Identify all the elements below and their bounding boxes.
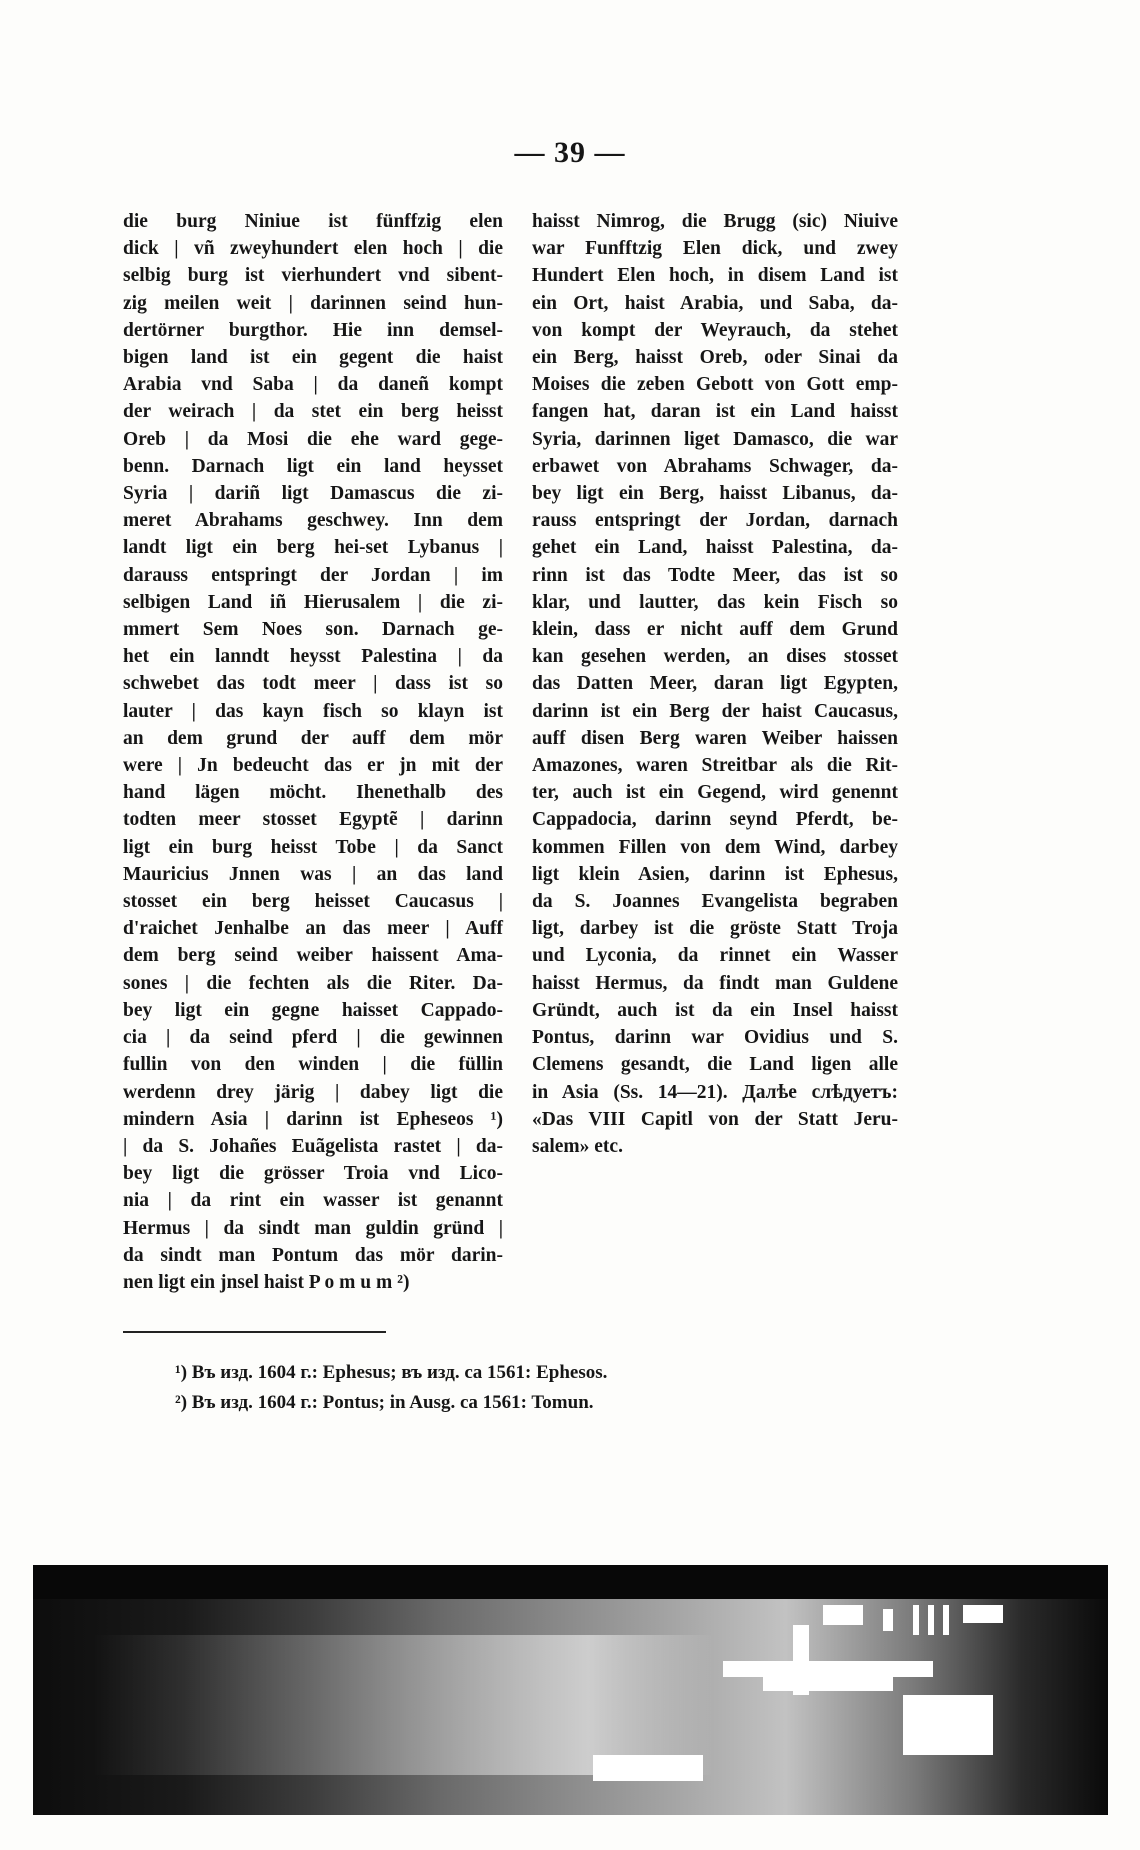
text-line: stosset ein berg heisset Caucasus | [123,891,503,913]
text-line: dem berg seind weiber haissent Ama- [123,945,503,967]
footnotes [175,1358,607,1418]
text-line: bey ligt ein gegne haisset Cappado- [123,999,503,1021]
text-line: Hundert Elen hoch, in disem Land ist [532,265,898,287]
text-line: nen ligt ein jnsel haist P o m u m ²) [123,1271,410,1293]
text-line: werdenn drey järig | dabey ligt die [123,1081,503,1103]
scan-noise-block [928,1605,934,1635]
scan-noise-block [963,1605,1003,1623]
text-line: das Datten Meer, daran ligt Egypten, [532,673,898,695]
text-line: da sindt man Pontum das mör darin- [123,1244,503,1266]
text-line: die burg Niniue ist fünffzig elen [123,211,503,232]
text-line: ter, auch ist ein Gegend, wird genennt [532,782,898,804]
text-line: mmert Sem Noes son. Darnach ge- [123,619,503,641]
footnote-1: ¹) Въ изд. 1604 г.: Ephesus; въ изд. ca 1561: Ephesos. [175,1362,608,1383]
text-line: hand lägen möcht. Ihenethalb des [123,782,503,804]
text-line: meret Abrahams geschwey. Inn dem [123,510,503,532]
text-line: von kompt der Weyrauch, da stehet [532,319,898,341]
text-line: darauss entspringt der Jordan | im [123,564,503,586]
scan-noise-block [793,1625,809,1695]
text-line: klein, dass er nicht auff dem Grund [532,619,898,641]
text-line: kommen Fillen von dem Wind, darbey [532,836,898,858]
text-line: salem» etc. [532,1135,623,1157]
scan-artifact-strip [33,1565,1108,1815]
scan-glare [93,1635,713,1775]
scan-noise-block [723,1661,933,1677]
text-line: landt ligt ein berg hei-set Lybanus | [123,537,503,559]
text-line: gehet ein Land, haisst Palestina, da- [532,537,898,559]
text-line: rauss entspringt der Jordan, darnach [532,510,898,532]
text-line: Arabia vnd Saba | da daneñ kompt [123,374,503,396]
text-line: haisst Nimrog, die Brugg (sic) Niuive [532,211,898,232]
text-line: in Asia (Ss. 14—21). Далѣе слѣдуетъ: [532,1081,898,1103]
text-line: fullin von den winden | die füllin [123,1054,503,1076]
text-line: erbawet von Abrahams Schwager, da- [532,455,898,477]
text-line: Amazones, waren Streitbar als die Rit- [532,755,898,777]
text-line: ein Berg, haisst Oreb, oder Sinai da [532,347,898,369]
footnote-rule [123,1331,386,1333]
scan-noise-block [763,1677,893,1691]
text-line: | da S. Johañes Euãgelista rastet | da- [123,1135,503,1157]
text-line: Mauricius Jnnen was | an das land [123,863,503,885]
text-line: auff disen Berg waren Weiber haissen [532,727,898,749]
text-line: were | Jn bedeucht das er jn mit der [123,755,503,777]
text-line: dick | vñ zweyhundert elen hoch | die [123,238,503,260]
scan-noise-block [913,1605,919,1635]
text-line: an dem grund der auff dem mör [123,727,503,749]
text-line: het ein lanndt heysst Palestina | da [123,646,503,668]
text-line: bigen land ist ein gegent die haist [123,347,503,369]
text-line: haisst Hermus, da findt man Guldene [532,972,898,994]
text-line: cia | da seind pferd | die gewinnen [123,1027,503,1049]
text-line: zig meilen weit | darinnen seind hun- [123,292,503,314]
right-column-later-edition-text [532,208,898,1160]
page-number: — 39 — [514,136,626,169]
text-line: dertörner burgthor. Hie inn demsel- [123,319,503,341]
text-line: selbigen Land iñ Hierusalem | die zi- [123,591,503,613]
text-line: nia | da rint ein wasser ist genannt [123,1190,503,1212]
text-line: d'raichet Jenhalbe an das meer | Auff [123,918,503,940]
text-line: darinn ist ein Berg der haist Caucasus, [532,700,898,722]
text-line: Moises die zeben Gebott von Gott emp- [532,374,898,396]
text-line: sones | die fechten als die Riter. Da- [123,972,503,994]
scan-noise-block [593,1755,703,1781]
text-line: ligt, darbey ist die gröste Statt Troja [532,918,898,940]
text-line: ligt klein Asien, darinn ist Ephesus, [532,863,898,885]
text-line: bey ligt die grösser Troia vnd Lico- [123,1163,503,1185]
text-line: Gründt, auch ist da ein Insel haisst [532,999,898,1021]
text-line: ein Ort, haist Arabia, und Saba, da- [532,292,898,314]
text-line: da S. Joannes Evangelista begraben [532,891,898,913]
text-line: todten meer stosset Egyptẽ | darinn [123,809,503,831]
scan-noise-block [903,1695,993,1755]
text-line: und Lyconia, da rinnet ein Wasser [532,945,898,967]
text-line: mindern Asia | darinn ist Epheseos ¹) [123,1108,503,1130]
text-line: bey ligt ein Berg, haisst Libanus, da- [532,483,898,505]
scan-dark-band [33,1565,1108,1599]
left-column-original-text [123,208,503,1296]
scan-noise-block [823,1605,863,1625]
text-line: war Funfftzig Elen dick, und zwey [532,238,898,260]
text-line: schwebet das todt meer | dass ist so [123,673,503,695]
text-line: Hermus | da sindt man guldin gründ | [123,1217,503,1239]
text-line: Syria | dariñ ligt Damascus die zi- [123,483,503,505]
text-line: klar, und lautter, das kein Fisch so [532,591,898,613]
text-line: lauter | das kayn fisch so klayn ist [123,700,503,722]
text-line: kan gesehen werden, an dises stosset [532,646,898,668]
scan-noise-block [943,1605,949,1635]
text-line: fangen hat, daran ist ein Land haisst [532,401,898,423]
text-line: «Das VIII Capitl von der Statt Jeru- [532,1108,898,1130]
text-line: ligt ein burg heisst Tobe | da Sanct [123,836,503,858]
text-line: Clemens gesandt, die Land ligen alle [532,1054,898,1076]
scan-noise-block [883,1609,893,1631]
text-line: rinn ist das Todte Meer, das ist so [532,564,898,586]
text-line: Cappadocia, darinn seynd Pferdt, be- [532,809,898,831]
text-line: Oreb | da Mosi die ehe ward gege- [123,428,503,450]
text-line: selbig burg ist vierhundert vnd sibent- [123,265,503,287]
text-line: der weirach | da stet ein berg heisst [123,401,503,423]
footnote-2: ²) Въ изд. 1604 г.: Pontus; in Ausg. ca 1561: Tomun. [175,1392,594,1413]
text-line: Syria, darinnen liget Damasco, die war [532,428,898,450]
text-line: benn. Darnach ligt ein land heysset [123,455,503,477]
text-line: Pontus, darinn war Ovidius und S. [532,1027,898,1049]
